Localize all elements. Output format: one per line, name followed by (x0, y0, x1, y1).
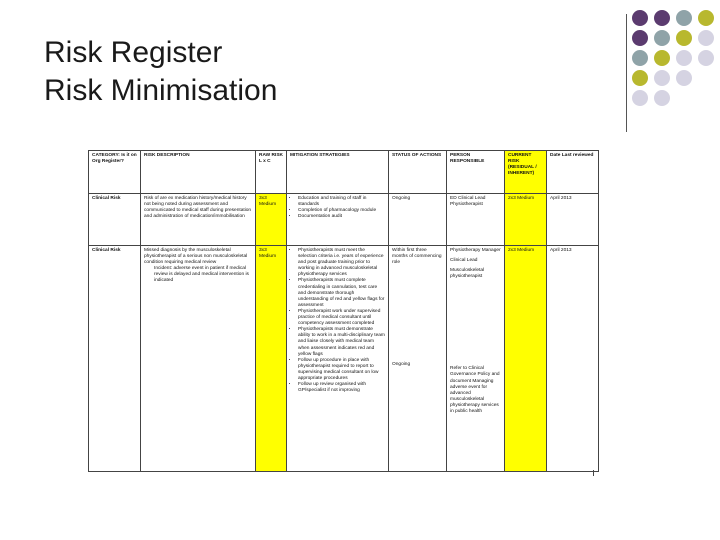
cell-category: Clinical Risk (89, 194, 141, 246)
decor-dot (632, 10, 648, 26)
decor-dot (654, 70, 670, 86)
decor-dot (632, 70, 648, 86)
cell-risk-description (141, 246, 256, 472)
title-line-1: Risk Register (44, 36, 223, 69)
cell-date: April 2013 (547, 246, 599, 472)
decor-dot (654, 10, 670, 26)
table-row (89, 194, 599, 246)
decor-dot (698, 30, 714, 46)
table-header-row (89, 151, 599, 194)
risk-register-table-wrapper (88, 150, 598, 482)
status-text: Within first three months of commencing role (392, 248, 442, 266)
list-item: • Documentation audit (298, 214, 385, 220)
decor-dot (698, 50, 714, 66)
decor-dot (676, 70, 692, 86)
cell-mitigation (287, 194, 389, 246)
slide-title (44, 34, 277, 110)
list-item: • Physiotherapists must complete credentialing in cannulation, test care and demonstrate thorough understanding of red and yellow flags for assessment (298, 278, 385, 308)
header-raw-risk: RAW RISK L x C (256, 151, 287, 194)
decorative-dot-grid (632, 10, 718, 132)
decor-dot (654, 90, 670, 106)
header-current-risk: CURRENT RISK (RESIDUAL / INHERENT) (505, 151, 547, 194)
decor-dot (654, 30, 670, 46)
list-item: • Physiotherapists must demonstrate ability to work in a multi-disciplinary team and liaise closely with medical team when assessment indicates red and yellow flags (298, 327, 385, 357)
decor-dot (676, 50, 692, 66)
person-text: Refer to Clinical Governance Policy and document Managing adverse event for advanced musculoskeletal physiotherapy services in public health (450, 366, 500, 415)
cell-status: Ongoing (389, 194, 447, 246)
mitigation-list (290, 196, 385, 220)
list-item: • Physiotherapists must meet the selection criteria i.e. years of experience and post graduate training prior to working in advanced musculoskeletal physiotherapy services (298, 248, 385, 278)
header-risk-description: RISK DESCRIPTION (141, 151, 256, 194)
list-item: • Completion of pharmacology module (298, 208, 385, 214)
description-text: Missed diagnosis by the musculoskeletal physiotherapist of a serious non musculoskeletal condition requiring medical review (144, 248, 248, 266)
person-text: Musculoskeletal physiotherapist (450, 268, 485, 280)
decor-dot (676, 10, 692, 26)
cell-date: April 2013 (547, 194, 599, 246)
header-person: PERSON RESPONSIBLE (447, 151, 505, 194)
cell-status (389, 246, 447, 472)
decor-dot (654, 50, 670, 66)
header-date-reviewed: Date Last reviewed (547, 151, 599, 194)
person-text: Clinical Lead (450, 258, 478, 264)
decor-dot (698, 10, 714, 26)
cell-current-risk: 2x3 Medium (505, 194, 547, 246)
person-text: Physiotherapy Manager (450, 248, 501, 253)
cell-mitigation (287, 246, 389, 472)
header-category: CATEGORY: Is it on Org Register? (89, 151, 141, 194)
cell-person (447, 246, 505, 472)
header-mitigation: MITIGATION STRATEGIES (287, 151, 389, 194)
status-text: Ongoing (392, 362, 411, 368)
header-status: STATUS OF ACTIONS (389, 151, 447, 194)
list-item: • Follow up procedure in place with physiotherapist required to report to supervising medical consultant on low appropriate procedures (298, 358, 385, 382)
decor-dot (676, 30, 692, 46)
table-edge-mark (593, 470, 594, 476)
cell-person: ED Clinical Lead Physiotherapist (447, 194, 505, 246)
description-subitem: Incident: adverse event in patient if medical review is delayed and medical intervention is indicated (154, 266, 249, 284)
cell-raw-risk: 3x3 Medium (256, 194, 287, 246)
list-item: • Follow up review organised with GP/specialist if not improving (298, 382, 385, 394)
title-line-2: Risk Minimisation (44, 74, 278, 107)
cell-category: Clinical Risk (89, 246, 141, 472)
cell-raw-risk: 3x3 Medium (256, 246, 287, 472)
risk-register-table (88, 150, 599, 472)
decor-dot (632, 90, 648, 106)
decorative-divider (626, 14, 627, 132)
list-item: • Physiotherapist work under supervised practice of medical consultant until competency assessment completed (298, 309, 385, 327)
cell-risk-description: Risk of are ex medication history/medical history not being noted during assessment and communicated to medical staff during presentation and administration of medication/immobilisation (141, 194, 256, 246)
cell-current-risk: 2x3 Medium (505, 246, 547, 472)
decor-dot (632, 50, 648, 66)
table-row (89, 246, 599, 472)
mitigation-list (290, 248, 385, 394)
decor-dot (632, 30, 648, 46)
list-item: • Education and training of staff in standards (298, 196, 385, 208)
